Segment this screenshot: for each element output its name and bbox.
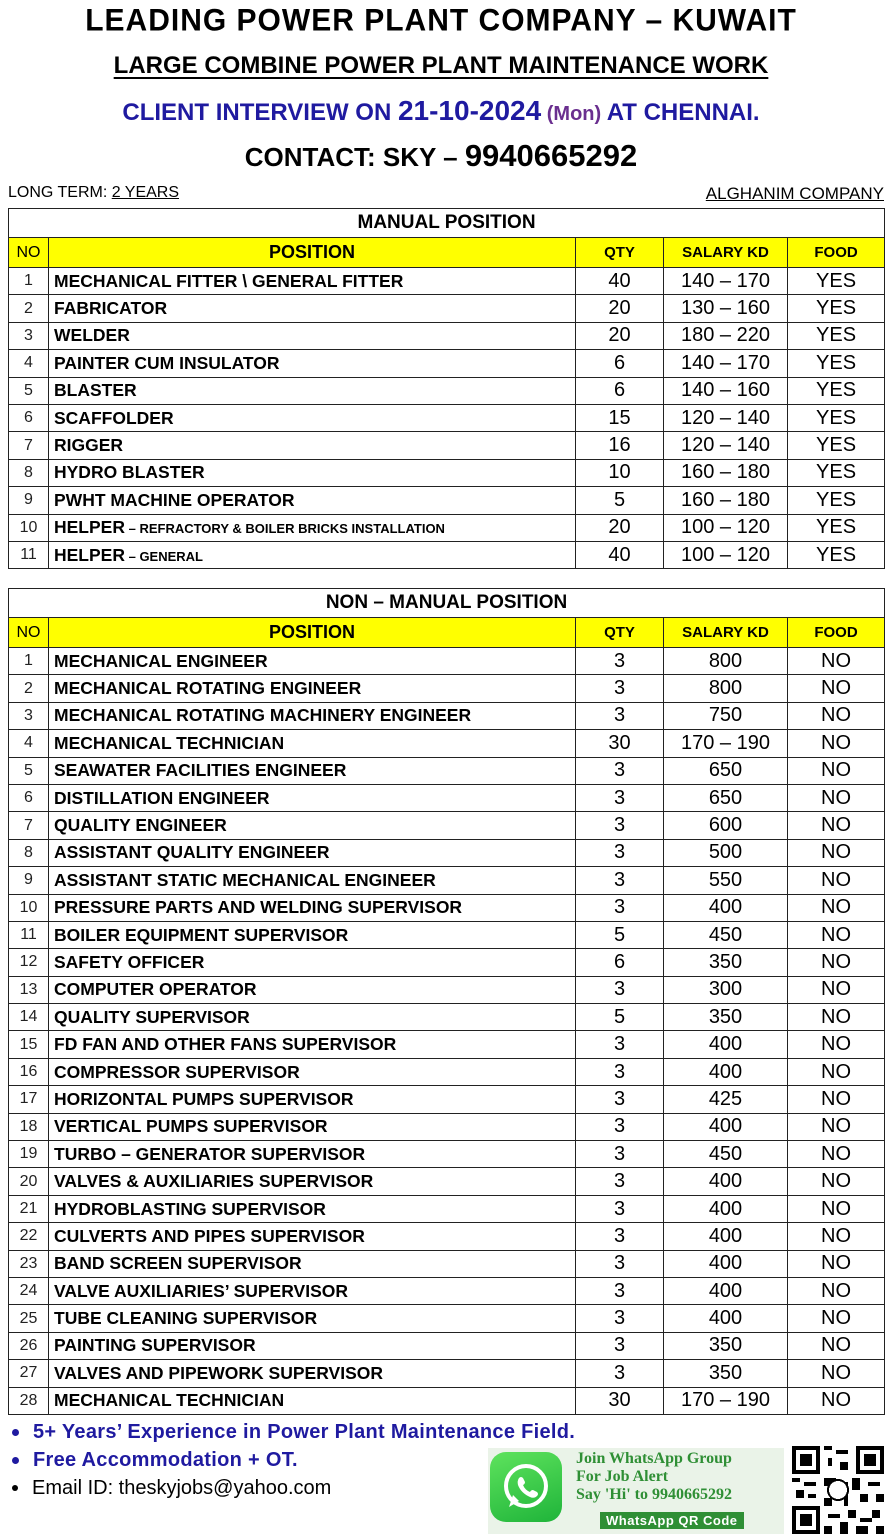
row-qty: 3 <box>576 812 664 839</box>
row-food: YES <box>788 268 885 295</box>
row-salary: 350 <box>664 1360 788 1387</box>
table-row <box>9 894 885 921</box>
row-number: 8 <box>9 459 49 486</box>
row-position: HELPER – GENERAL <box>49 541 576 568</box>
row-food: NO <box>788 1031 885 1058</box>
row-number: 3 <box>9 322 49 349</box>
row-position: BLASTER <box>49 377 576 404</box>
row-qty: 40 <box>576 268 664 295</box>
row-salary: 650 <box>664 757 788 784</box>
row-food: NO <box>788 675 885 702</box>
term-value: 2 YEARS <box>111 184 180 201</box>
bullet-experience: 5+ Years’ Experience in Power Plant Maintenance Field. <box>10 1418 575 1446</box>
row-qty: 40 <box>576 541 664 568</box>
table-row <box>9 350 885 377</box>
row-salary: 130 – 160 <box>664 295 788 322</box>
col-food: FOOD <box>788 618 885 648</box>
row-position: QUALITY SUPERVISOR <box>49 1004 576 1031</box>
interview-line: CLIENT INTERVIEW ON 21-10-2024 (Mon) AT CHENNAI. <box>122 95 760 126</box>
row-salary: 400 <box>664 1058 788 1085</box>
row-salary: 180 – 220 <box>664 322 788 349</box>
table-row <box>9 1141 885 1168</box>
row-salary: 350 <box>664 949 788 976</box>
row-food: YES <box>788 404 885 431</box>
row-qty: 30 <box>576 1387 664 1414</box>
row-position: VALVE AUXILIARIES’ SUPERVISOR <box>49 1277 576 1304</box>
row-salary: 400 <box>664 1277 788 1304</box>
table-row <box>9 757 885 784</box>
row-qty: 3 <box>576 976 664 1003</box>
bullet-icon <box>12 1429 19 1436</box>
row-qty: 3 <box>576 1113 664 1140</box>
row-position: HELPER – REFRACTORY & BOILER BRICKS INSTALLATION <box>49 514 576 541</box>
table-row <box>9 867 885 894</box>
row-food: YES <box>788 459 885 486</box>
row-number: 12 <box>9 949 49 976</box>
table-row <box>9 1058 885 1085</box>
row-number: 26 <box>9 1332 49 1359</box>
table-row <box>9 459 885 486</box>
bullet-icon <box>12 1457 19 1464</box>
row-qty: 3 <box>576 1195 664 1222</box>
table-row <box>9 295 885 322</box>
row-qty: 5 <box>576 921 664 948</box>
table-row <box>9 1113 885 1140</box>
contact-line: CONTACT: SKY – 9940665292 <box>244 138 638 173</box>
row-position: TUBE CLEANING SUPERVISOR <box>49 1305 576 1332</box>
row-number: 10 <box>9 514 49 541</box>
row-position: MECHANICAL ENGINEER <box>49 648 576 675</box>
row-number: 23 <box>9 1250 49 1277</box>
row-salary: 400 <box>664 1250 788 1277</box>
row-number: 7 <box>9 812 49 839</box>
row-number: 19 <box>9 1141 49 1168</box>
whatsapp-icon <box>490 1452 562 1522</box>
table-row <box>9 949 885 976</box>
row-position: MECHANICAL ROTATING MACHINERY ENGINEER <box>49 702 576 729</box>
row-food: YES <box>788 295 885 322</box>
row-food: NO <box>788 1195 885 1222</box>
row-position: ASSISTANT QUALITY ENGINEER <box>49 839 576 866</box>
row-food: YES <box>788 322 885 349</box>
table-row <box>9 784 885 811</box>
row-qty: 5 <box>576 1004 664 1031</box>
row-salary: 160 – 180 <box>664 487 788 514</box>
table-row <box>9 1086 885 1113</box>
row-qty: 20 <box>576 514 664 541</box>
page-title: LEADING POWER PLANT COMPANY – KUWAIT <box>85 3 797 38</box>
col-no: NO <box>9 238 49 268</box>
row-qty: 20 <box>576 322 664 349</box>
row-qty: 3 <box>576 757 664 784</box>
row-number: 22 <box>9 1223 49 1250</box>
row-number: 14 <box>9 1004 49 1031</box>
row-qty: 3 <box>576 1360 664 1387</box>
row-qty: 3 <box>576 867 664 894</box>
row-number: 20 <box>9 1168 49 1195</box>
row-food: NO <box>788 1086 885 1113</box>
row-food: YES <box>788 487 885 514</box>
row-number: 1 <box>9 268 49 295</box>
col-position: POSITION <box>49 618 576 648</box>
page-subtitle: LARGE COMBINE POWER PLANT MAINTENANCE WORK <box>113 52 769 79</box>
row-qty: 3 <box>576 1141 664 1168</box>
row-food: NO <box>788 812 885 839</box>
row-food: NO <box>788 1168 885 1195</box>
row-qty: 3 <box>576 1086 664 1113</box>
row-position: MECHANICAL TECHNICIAN <box>49 1387 576 1414</box>
row-number: 5 <box>9 377 49 404</box>
row-food: NO <box>788 1141 885 1168</box>
row-food: NO <box>788 867 885 894</box>
row-food: NO <box>788 757 885 784</box>
row-qty: 5 <box>576 487 664 514</box>
row-qty: 20 <box>576 295 664 322</box>
table-row <box>9 432 885 459</box>
row-salary: 750 <box>664 702 788 729</box>
row-number: 27 <box>9 1360 49 1387</box>
table-row <box>9 1195 885 1222</box>
manual-table-title: MANUAL POSITION <box>9 209 885 238</box>
row-position: VALVES & AUXILIARIES SUPERVISOR <box>49 1168 576 1195</box>
row-food: NO <box>788 784 885 811</box>
row-food: YES <box>788 432 885 459</box>
row-position: PAINTER CUM INSULATOR <box>49 350 576 377</box>
row-salary: 400 <box>664 894 788 921</box>
row-number: 4 <box>9 730 49 757</box>
row-position: WELDER <box>49 322 576 349</box>
row-salary: 170 – 190 <box>664 1387 788 1414</box>
row-number: 5 <box>9 757 49 784</box>
row-food: YES <box>788 350 885 377</box>
row-food: YES <box>788 541 885 568</box>
row-position: HYDROBLASTING SUPERVISOR <box>49 1195 576 1222</box>
row-salary: 425 <box>664 1086 788 1113</box>
table-row <box>9 377 885 404</box>
row-number: 3 <box>9 702 49 729</box>
row-qty: 3 <box>576 648 664 675</box>
table-row <box>9 839 885 866</box>
row-number: 15 <box>9 1031 49 1058</box>
row-number: 2 <box>9 675 49 702</box>
row-salary: 170 – 190 <box>664 730 788 757</box>
row-food: NO <box>788 730 885 757</box>
row-food: NO <box>788 1277 885 1304</box>
table-row <box>9 1168 885 1195</box>
row-salary: 400 <box>664 1223 788 1250</box>
table-row <box>9 1031 885 1058</box>
row-food: NO <box>788 1250 885 1277</box>
table-row <box>9 541 885 568</box>
row-number: 25 <box>9 1305 49 1332</box>
row-qty: 6 <box>576 949 664 976</box>
table-row <box>9 1332 885 1359</box>
row-position: FD FAN AND OTHER FANS SUPERVISOR <box>49 1031 576 1058</box>
row-position: ASSISTANT STATIC MECHANICAL ENGINEER <box>49 867 576 894</box>
row-qty: 3 <box>576 702 664 729</box>
row-salary: 120 – 140 <box>664 432 788 459</box>
table-row <box>9 1305 885 1332</box>
company-name: ALGHANIM COMPANY <box>705 184 884 203</box>
row-qty: 10 <box>576 459 664 486</box>
row-number: 9 <box>9 867 49 894</box>
row-position: BOILER EQUIPMENT SUPERVISOR <box>49 921 576 948</box>
row-position: CULVERTS AND PIPES SUPERVISOR <box>49 1223 576 1250</box>
row-qty: 3 <box>576 1058 664 1085</box>
row-food: NO <box>788 1223 885 1250</box>
row-salary: 100 – 120 <box>664 514 788 541</box>
row-qty: 6 <box>576 350 664 377</box>
row-position: HORIZONTAL PUMPS SUPERVISOR <box>49 1086 576 1113</box>
whatsapp-qr-label: WhatsApp QR Code <box>600 1512 744 1529</box>
row-qty: 3 <box>576 1168 664 1195</box>
row-salary: 450 <box>664 921 788 948</box>
table-row <box>9 1004 885 1031</box>
row-qty: 15 <box>576 404 664 431</box>
table-row <box>9 702 885 729</box>
row-number: 8 <box>9 839 49 866</box>
whatsapp-text: Join WhatsApp Group For Job Alert Say 'Hi' to 9940665292 <box>576 1450 733 1503</box>
row-food: NO <box>788 1113 885 1140</box>
row-food: YES <box>788 514 885 541</box>
table-row <box>9 404 885 431</box>
row-position: VERTICAL PUMPS SUPERVISOR <box>49 1113 576 1140</box>
row-qty: 3 <box>576 839 664 866</box>
non-manual-table-title: NON – MANUAL POSITION <box>9 589 885 618</box>
table-row <box>9 268 885 295</box>
table-row <box>9 322 885 349</box>
row-salary: 140 – 170 <box>664 350 788 377</box>
row-position: PWHT MACHINE OPERATOR <box>49 487 576 514</box>
col-qty: QTY <box>576 238 664 268</box>
col-no: NO <box>9 618 49 648</box>
table-row <box>9 730 885 757</box>
row-food: NO <box>788 976 885 1003</box>
contact-phone: 9940665292 <box>464 138 638 173</box>
row-number: 2 <box>9 295 49 322</box>
row-number: 28 <box>9 1387 49 1414</box>
row-qty: 16 <box>576 432 664 459</box>
row-position: BAND SCREEN SUPERVISOR <box>49 1250 576 1277</box>
bullet-icon <box>12 1485 18 1491</box>
col-salary: SALARY KD <box>664 618 788 648</box>
col-position: POSITION <box>49 238 576 268</box>
table-row <box>9 487 885 514</box>
bullet-email: Email ID: theskyjobs@yahoo.com <box>10 1474 575 1502</box>
row-qty: 3 <box>576 1223 664 1250</box>
row-position: TURBO – GENERATOR SUPERVISOR <box>49 1141 576 1168</box>
table-row <box>9 1277 885 1304</box>
row-salary: 140 – 170 <box>664 268 788 295</box>
row-qty: 3 <box>576 1305 664 1332</box>
row-salary: 400 <box>664 1195 788 1222</box>
row-position: SEAWATER FACILITIES ENGINEER <box>49 757 576 784</box>
non-manual-position-table <box>8 588 885 1415</box>
row-salary: 400 <box>664 1031 788 1058</box>
row-food: NO <box>788 1387 885 1414</box>
bullet-accommodation: Free Accommodation + OT. <box>10 1446 575 1474</box>
row-number: 6 <box>9 784 49 811</box>
row-position: MECHANICAL TECHNICIAN <box>49 730 576 757</box>
row-number: 10 <box>9 894 49 921</box>
row-food: NO <box>788 921 885 948</box>
row-food: NO <box>788 839 885 866</box>
row-qty: 30 <box>576 730 664 757</box>
table-row <box>9 1360 885 1387</box>
row-number: 9 <box>9 487 49 514</box>
row-salary: 650 <box>664 784 788 811</box>
row-position: PRESSURE PARTS AND WELDING SUPERVISOR <box>49 894 576 921</box>
row-salary: 500 <box>664 839 788 866</box>
row-salary: 300 <box>664 976 788 1003</box>
col-qty: QTY <box>576 618 664 648</box>
row-number: 18 <box>9 1113 49 1140</box>
row-position: COMPRESSOR SUPERVISOR <box>49 1058 576 1085</box>
row-salary: 100 – 120 <box>664 541 788 568</box>
row-position: FABRICATOR <box>49 295 576 322</box>
row-salary: 450 <box>664 1141 788 1168</box>
row-qty: 3 <box>576 1332 664 1359</box>
row-salary: 120 – 140 <box>664 404 788 431</box>
interview-day: (Mon) <box>541 103 607 125</box>
row-position: PAINTING SUPERVISOR <box>49 1332 576 1359</box>
row-number: 11 <box>9 921 49 948</box>
row-position: RIGGER <box>49 432 576 459</box>
row-qty: 6 <box>576 377 664 404</box>
row-qty: 3 <box>576 894 664 921</box>
row-position: QUALITY ENGINEER <box>49 812 576 839</box>
row-salary: 400 <box>664 1305 788 1332</box>
row-position: SCAFFOLDER <box>49 404 576 431</box>
row-salary: 400 <box>664 1113 788 1140</box>
row-qty: 3 <box>576 784 664 811</box>
manual-position-table <box>8 208 885 569</box>
row-position: SAFETY OFFICER <box>49 949 576 976</box>
row-food: NO <box>788 1305 885 1332</box>
row-salary: 400 <box>664 1168 788 1195</box>
row-position: MECHANICAL ROTATING ENGINEER <box>49 675 576 702</box>
row-salary: 550 <box>664 867 788 894</box>
row-salary: 800 <box>664 648 788 675</box>
row-salary: 350 <box>664 1332 788 1359</box>
qr-code-icon[interactable] <box>792 1446 884 1534</box>
row-salary: 600 <box>664 812 788 839</box>
row-position: VALVES AND PIPEWORK SUPERVISOR <box>49 1360 576 1387</box>
row-qty: 3 <box>576 1031 664 1058</box>
row-number: 4 <box>9 350 49 377</box>
row-food: NO <box>788 702 885 729</box>
row-qty: 3 <box>576 1277 664 1304</box>
row-number: 6 <box>9 404 49 431</box>
row-salary: 350 <box>664 1004 788 1031</box>
row-salary: 800 <box>664 675 788 702</box>
interview-date: 21-10-2024 <box>397 95 542 126</box>
row-food: NO <box>788 894 885 921</box>
row-number: 1 <box>9 648 49 675</box>
table-row <box>9 648 885 675</box>
row-food: NO <box>788 949 885 976</box>
row-number: 7 <box>9 432 49 459</box>
whatsapp-banner[interactable] <box>488 1448 784 1534</box>
table-row <box>9 1387 885 1414</box>
row-number: 17 <box>9 1086 49 1113</box>
row-position: HYDRO BLASTER <box>49 459 576 486</box>
row-number: 13 <box>9 976 49 1003</box>
row-qty: 3 <box>576 1250 664 1277</box>
table-row <box>9 921 885 948</box>
row-qty: 3 <box>576 675 664 702</box>
table-row <box>9 514 885 541</box>
term-label: LONG TERM: 2 YEARS <box>8 184 180 201</box>
row-position: COMPUTER OPERATOR <box>49 976 576 1003</box>
row-number: 21 <box>9 1195 49 1222</box>
col-salary: SALARY KD <box>664 238 788 268</box>
row-food: NO <box>788 1058 885 1085</box>
table-row <box>9 1250 885 1277</box>
row-food: NO <box>788 1332 885 1359</box>
row-food: NO <box>788 1004 885 1031</box>
table-row <box>9 812 885 839</box>
row-number: 11 <box>9 541 49 568</box>
row-number: 24 <box>9 1277 49 1304</box>
row-number: 16 <box>9 1058 49 1085</box>
row-position: MECHANICAL FITTER \ GENERAL FITTER <box>49 268 576 295</box>
row-position: DISTILLATION ENGINEER <box>49 784 576 811</box>
table-row <box>9 675 885 702</box>
row-food: NO <box>788 1360 885 1387</box>
table-row <box>9 1223 885 1250</box>
row-food: NO <box>788 648 885 675</box>
row-salary: 160 – 180 <box>664 459 788 486</box>
col-food: FOOD <box>788 238 885 268</box>
row-salary: 140 – 160 <box>664 377 788 404</box>
row-food: YES <box>788 377 885 404</box>
table-row <box>9 976 885 1003</box>
